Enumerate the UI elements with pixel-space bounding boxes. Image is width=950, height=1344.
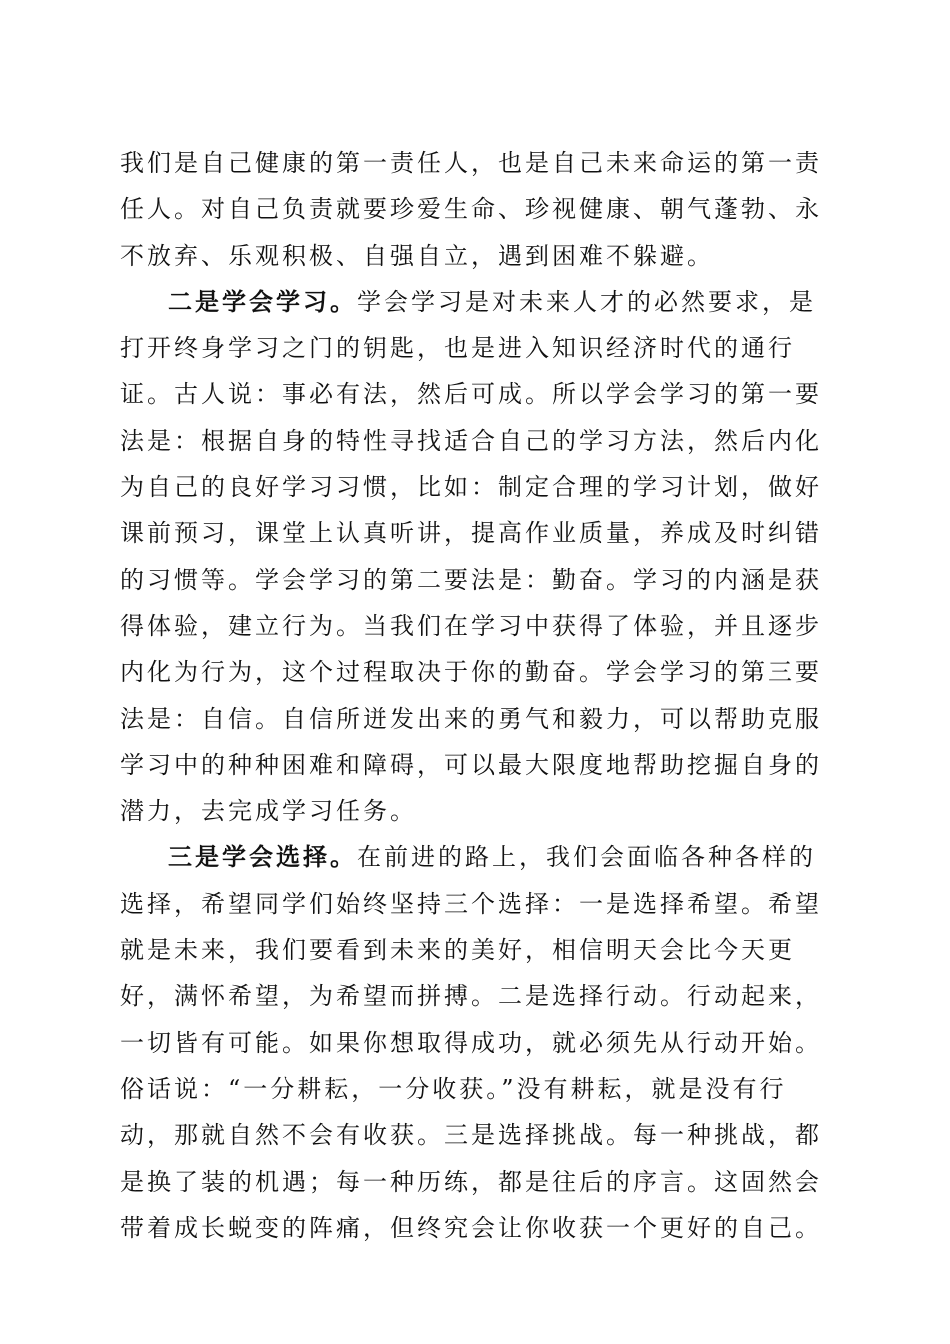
paragraph-learn-to-choose bbox=[120, 834, 840, 1251]
paragraph-text: 学会学习是对未来人才的必然要求，是打开终身学习之门的钥匙，也是进入知识经济时代的通行证。古人说：事必有法，然后可成。所以学会学习的第一要法是：根据自身的特性寻找适合自己的学习方法，然后内化为自己的良好学习习惯，比如：制定合理的学习计划，做好课前预习，课堂上认真听讲，提高作业质量，养成及时纠错的习惯等。学会学习的第二要法是：勤奋。学习的内涵是获得体验，建立行为。当我们在学习中获得了体验，并且逐步内化为行为，这个过程取决于你的勤奋。学会学习的第三要法是：自信。自信所迸发出来的勇气和毅力，可以帮助克服学习中的种种困难和障碍，可以最大限度地帮助挖掘自身的潜力，去完成学习任务。 bbox=[120, 287, 822, 826]
paragraph-continuation bbox=[120, 140, 840, 279]
paragraph-heading: 二是学会学习。 bbox=[168, 286, 357, 316]
paragraph-text: 在前进的路上，我们会面临各种各样的选择，希望同学们始终坚持三个选择：一是选择希望。希望就是未来，我们要看到未来的美好，相信明天会比今天更好，满怀希望，为希望而拼搏。二是选择行动。行动起来，一切皆有可能。如果你想取得成功，就必须先从行动开始。俗话说：“一分耕耘，一分收获。”没有耕耘，就是没有行动，那就自然不会有收获。三是选择挑战。每一种挑战，都是换了装的机遇；每一种历练，都是往后的序言。这固然会带着成长蜕变的阵痛，但终究会让你收获一个更好的自己。 bbox=[120, 843, 822, 1242]
paragraph-text: 我们是自己健康的第一责任人，也是自己未来命运的第一责任人。对自己负责就要珍爱生命、珍视健康、朝气蓬勃、永不放弃、乐观积极、自强自立，遇到困难不躲避。 bbox=[120, 149, 822, 270]
paragraph-heading: 三是学会选择。 bbox=[168, 842, 357, 872]
document-body bbox=[120, 140, 840, 1251]
paragraph-learn-to-learn bbox=[120, 279, 840, 835]
